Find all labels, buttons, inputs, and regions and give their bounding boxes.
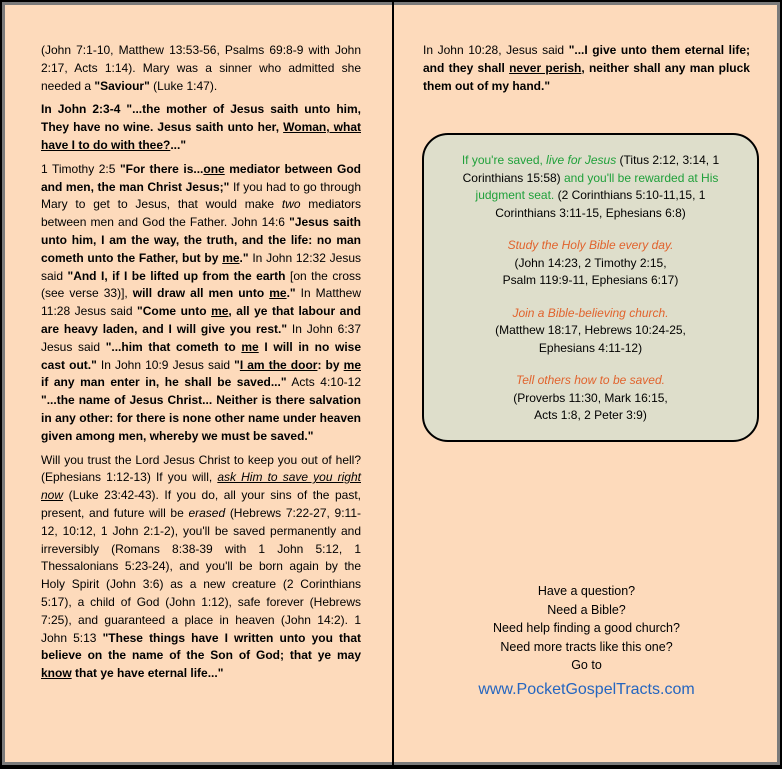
text-bold: "Saviour": [94, 78, 150, 93]
text-italic-underlined: ask Him to save you right now: [41, 470, 361, 503]
text: Will you trust the Lord Jesus Christ to keep you out of hell? (Ephesians 1:12-13) If you will,: [41, 452, 361, 485]
tell-block: [424, 372, 757, 425]
saved-block: [424, 152, 757, 222]
tell-references: (Proverbs 11:30, Mark 16:15,: [513, 390, 668, 405]
help-section: [423, 582, 750, 702]
text-italic: erased: [188, 505, 226, 520]
text-bold: , neither shall any man pluck them out of my hand.": [423, 60, 750, 93]
text-bold-underlined: me: [269, 286, 287, 301]
church-heading: Join a Bible-believing church.: [512, 305, 669, 320]
text-bold: "And I, if I be lifted up from the earth: [67, 268, 286, 283]
help-line: Need a Bible?: [547, 602, 626, 617]
text: mediators between men and God the Father. John 14:6: [41, 197, 361, 230]
study-heading: Study the Holy Bible every day.: [507, 238, 674, 252]
paragraph-john-2: [41, 101, 361, 154]
text: In Matthew 11:28 Jesus said: [41, 286, 361, 319]
eternal-life-paragraph: [423, 42, 750, 95]
text: (2 Corinthians 5:10-11,15, 1 Corinthians 3:11-15, Ephesians 6:8): [495, 188, 706, 220]
text-bold: : by: [317, 357, 344, 372]
text-bold-underlined: me: [343, 357, 362, 372]
text-green: If you're saved,: [461, 153, 547, 167]
website-link[interactable]: www.PocketGospelTracts.com: [478, 680, 695, 698]
study-references: (John 14:23, 2 Timothy 2:15,: [514, 255, 667, 270]
study-references: Psalm 119:9-11, Ephesians 6:17): [502, 273, 679, 287]
church-references: (Matthew 18:17, Hebrews 10:24-25,: [495, 323, 686, 337]
text-bold: that ye have eternal life...": [71, 666, 224, 681]
text: ...": [170, 137, 187, 152]
text-bold: "...I give unto them eternal life; and they shall: [423, 43, 750, 75]
text: In John 6:37 Jesus said: [41, 321, 362, 354]
tell-references: Acts 1:8, 2 Peter 3:9): [534, 408, 647, 422]
text-italic: two: [281, 197, 301, 212]
text-bold: "...him that cometh to: [105, 339, 242, 354]
text: (Luke 23:42-43). If you do, all your sins of the past, present, and future will be: [41, 488, 361, 520]
christian-life-box: [422, 133, 759, 442]
text-bold-underlined: me: [211, 304, 229, 319]
text-bold: "For there is...: [119, 161, 204, 176]
paragraph-mediator: [41, 161, 361, 446]
paragraph-trust: [41, 452, 361, 683]
help-line: Have a question?: [537, 584, 636, 598]
text-bold-underlined: me: [222, 250, 240, 265]
text-bold-underlined: know: [41, 666, 72, 681]
help-line: Need help finding a good church?: [493, 621, 680, 635]
text: 1 Timothy 2:5: [41, 161, 120, 176]
text-underlined: Woman, what have I to do with thee?: [41, 120, 361, 152]
text-bold-underlined: me: [241, 339, 259, 354]
text-bold: "Jesus saith unto him, I am the way, the truth, and the life: no man cometh unto the Father, but by: [41, 215, 362, 265]
text-bold-underlined: one: [203, 161, 225, 176]
text-bold-underlined: I am the door: [239, 357, 318, 372]
help-line: Go to: [571, 658, 602, 672]
text: If you had to go through Mary to get to Jesus, that would make: [41, 179, 361, 212]
text: In John 12:32 Jesus said: [41, 250, 362, 283]
study-block: [424, 237, 757, 290]
church-block: [424, 305, 757, 358]
text-bold: , all ye that labour and are heavy laden, and I will give you rest.": [41, 304, 361, 336]
tell-heading: Tell others how to be saved.: [516, 373, 665, 387]
text: (Luke 1:47).: [149, 78, 218, 93]
text-bold: I will in no wise cast out.": [41, 339, 362, 372]
text: In John 10:9 Jesus said: [96, 357, 235, 372]
text-bold-underlined: never perish: [509, 60, 582, 75]
text: (Hebrews 7:22-27, 9:11-12, 10:12, 1 John 2:1-2), you'll be saved permanently and irreversibly (Romans 8:38-39 with 1 John 5:12, 1 Thessalonians 5:23-24), and you'll be born again by the Holy Spirit (John 3:6) as a new creature (2 Corinthians 5:17), a child of God (John 1:12), safe forever (Hebrews 7:25), and guaranteed a place in heaven (John 14:2). 1 John 5:13: [41, 505, 361, 645]
paragraph-mary: [41, 42, 361, 95]
text-bold: "Come unto: [137, 304, 212, 319]
church-references: Ephesians 4:11-12): [538, 340, 643, 355]
text-bold: mediator between God and men, the man Christ Jesus;": [41, 161, 361, 194]
text: Acts 4:10-12: [286, 375, 361, 390]
text-bold: if any man enter in, he shall be saved...": [41, 375, 287, 390]
fold-divider: [392, 2, 394, 769]
text-bold: .": [239, 250, 249, 265]
text-green: and you'll be rewarded at His judgment seat.: [475, 170, 719, 202]
help-line: Need more tracts like this one?: [500, 639, 673, 654]
text: In John 10:28, Jesus said: [423, 43, 569, 57]
text-bold: will draw all men unto: [132, 286, 270, 301]
text: [on the cross (see verse 33)],: [41, 268, 361, 301]
text: In John 2:3-4 "...the mother of Jesus saith unto him, They have no wine. Jesus saith unto her,: [41, 102, 361, 135]
text-green-italic: live for Jesus: [546, 153, 617, 167]
text-bold: ": [234, 357, 240, 372]
text-bold: .": [286, 286, 296, 301]
text-bold: "...the name of Jesus Christ... Neither is there salvation in any other: for there is none other name under heaven given among men, whereby we must be saved.": [41, 393, 361, 443]
text: (John 7:1-10, Matthew 13:53-56, Psalms 69:8-9 with John 2:17, Acts 1:14). Mary was a sinner who admitted she needed a: [41, 43, 361, 93]
left-panel: [41, 42, 361, 689]
text-bold: "These things have I written unto you that believe on the name of the Son of God; that ye may: [41, 630, 362, 663]
text: (Titus 2:12, 3:14, 1 Corinthians 15:58): [462, 153, 720, 185]
